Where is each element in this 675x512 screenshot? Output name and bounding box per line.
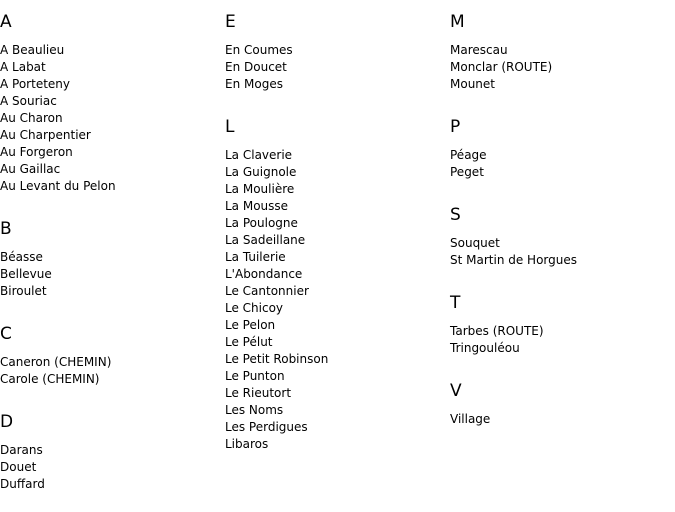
- letter-group-e: [225, 12, 450, 93]
- street-column-1: [0, 0, 225, 493]
- street-link[interactable]: Au Gaillac: [0, 162, 61, 176]
- street-link[interactable]: Le Petit Robinson: [225, 352, 329, 366]
- letter-group-c: [0, 324, 225, 388]
- letter-heading: M: [450, 12, 465, 32]
- letter-group-d: [0, 412, 225, 493]
- letter-group-b: [0, 219, 225, 300]
- street-link[interactable]: Les Perdigues: [225, 420, 308, 434]
- street-link[interactable]: Le Pélut: [225, 335, 273, 349]
- letter-group-p: [450, 117, 675, 181]
- street-link[interactable]: A Labat: [0, 60, 46, 74]
- street-link[interactable]: Le Pelon: [225, 318, 276, 332]
- letter-heading: P: [450, 117, 461, 137]
- street-link[interactable]: Carole (CHEMIN): [0, 372, 100, 386]
- street-link[interactable]: La Moulière: [225, 182, 295, 196]
- street-link[interactable]: Village: [450, 412, 491, 426]
- street-link[interactable]: Au Levant du Pelon: [0, 179, 116, 193]
- letter-group-v: [450, 381, 675, 428]
- street-link[interactable]: Bellevue: [0, 267, 52, 281]
- street-link[interactable]: En Moges: [225, 77, 283, 91]
- street-link[interactable]: Marescau: [450, 43, 508, 57]
- street-link[interactable]: La Guignole: [225, 165, 297, 179]
- letter-group-a: [0, 12, 225, 195]
- street-link[interactable]: En Coumes: [225, 43, 293, 57]
- letter-heading: V: [450, 381, 462, 401]
- street-link[interactable]: Mounet: [450, 77, 495, 91]
- street-link[interactable]: Souquet: [450, 236, 500, 250]
- street-link[interactable]: Biroulet: [0, 284, 47, 298]
- street-link[interactable]: Douet: [0, 460, 37, 474]
- street-link[interactable]: St Martin de Horgues: [450, 253, 577, 267]
- street-link[interactable]: A Beaulieu: [0, 43, 65, 57]
- letter-group-m: [450, 12, 675, 93]
- letter-heading: D: [0, 412, 14, 432]
- street-link[interactable]: Duffard: [0, 477, 45, 491]
- street-link[interactable]: Monclar (ROUTE): [450, 60, 553, 74]
- street-link[interactable]: Le Chicoy: [225, 301, 284, 315]
- street-column-2: [225, 0, 450, 453]
- street-link[interactable]: A Souriac: [0, 94, 57, 108]
- street-link[interactable]: Le Punton: [225, 369, 285, 383]
- street-link[interactable]: L'Abondance: [225, 267, 303, 281]
- letter-heading: C: [0, 324, 12, 344]
- street-link[interactable]: Le Rieutort: [225, 386, 292, 400]
- street-link[interactable]: Caneron (CHEMIN): [0, 355, 112, 369]
- letter-heading: L: [225, 117, 235, 137]
- street-link[interactable]: La Poulogne: [225, 216, 298, 230]
- street-link[interactable]: Les Noms: [225, 403, 284, 417]
- street-link[interactable]: La Claverie: [225, 148, 293, 162]
- letter-group-s: [450, 205, 675, 269]
- street-link[interactable]: En Doucet: [225, 60, 287, 74]
- street-link[interactable]: Péage: [450, 148, 487, 162]
- street-link[interactable]: Peget: [450, 165, 484, 179]
- street-link[interactable]: Béasse: [0, 250, 43, 264]
- letter-heading: B: [0, 219, 12, 239]
- street-column-3: [450, 0, 675, 428]
- letter-group-t: [450, 293, 675, 357]
- letter-heading: T: [450, 293, 461, 313]
- street-link[interactable]: A Porteteny: [0, 77, 70, 91]
- street-link[interactable]: La Mousse: [225, 199, 289, 213]
- street-link[interactable]: Au Charon: [0, 111, 63, 125]
- letter-heading: A: [0, 12, 12, 32]
- street-link[interactable]: Au Charpentier: [0, 128, 91, 142]
- street-link[interactable]: La Tuilerie: [225, 250, 286, 264]
- letter-heading: E: [225, 12, 236, 32]
- street-link[interactable]: Le Cantonnier: [225, 284, 309, 298]
- street-link[interactable]: Tarbes (ROUTE): [450, 324, 544, 338]
- letter-heading: S: [450, 205, 461, 225]
- street-link[interactable]: Tringouléou: [450, 341, 520, 355]
- letter-group-l: [225, 117, 450, 453]
- street-link[interactable]: La Sadeillane: [225, 233, 306, 247]
- street-link[interactable]: Au Forgeron: [0, 145, 73, 159]
- street-link[interactable]: Darans: [0, 443, 43, 457]
- street-link[interactable]: Libaros: [225, 437, 269, 451]
